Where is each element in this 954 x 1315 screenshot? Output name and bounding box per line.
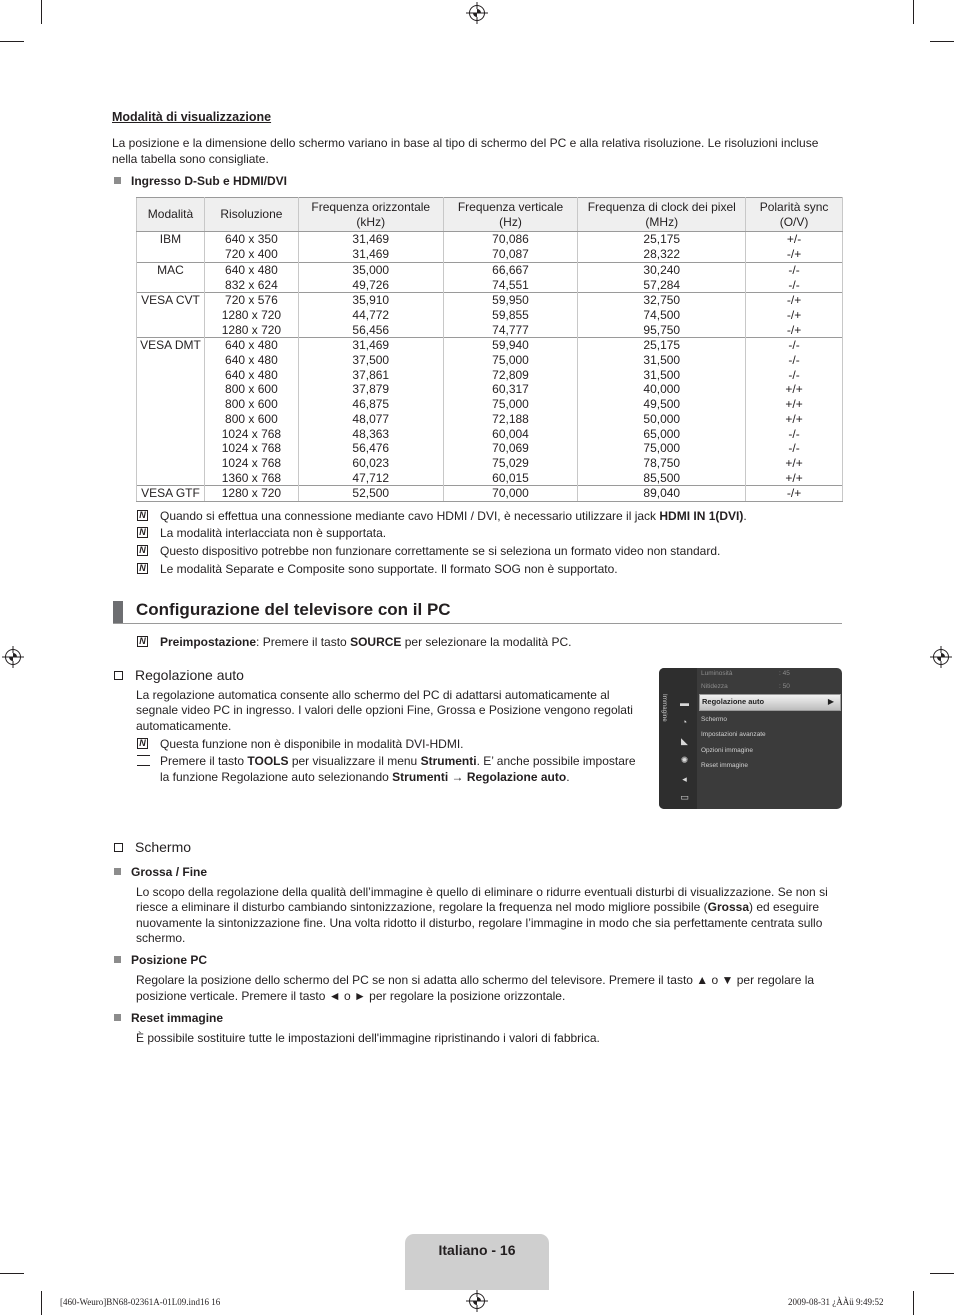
table-row xyxy=(137,293,843,308)
tv-menu-item[interactable]: Luminosità xyxy=(701,670,733,677)
table-cell: 32,750 xyxy=(578,293,746,308)
note-icon: N xyxy=(137,563,148,574)
auto-line: automaticamente. xyxy=(136,718,232,733)
table-cell: 49,726 xyxy=(298,278,443,293)
table-cell: 72,809 xyxy=(443,368,578,383)
preset-text: per selezionare la modalità PC. xyxy=(401,635,572,649)
note-icon: N xyxy=(137,510,148,521)
table-cell: 60,023 xyxy=(298,456,443,471)
table-cell: 60,004 xyxy=(443,427,578,442)
square-bullet-icon xyxy=(114,868,121,875)
reset-description: È possibile sostituire tutte le impostazioni dell'immagine ripristinando i valori di fabbrica. xyxy=(136,1031,600,1045)
modes-intro: La posizione e la dimensione dello schermo variano in base al tipo di schermo del PC e alla relativa risoluzione. Le risoluzioni incluse nella tabella sono consigliate. xyxy=(112,136,819,166)
screen-title: Schermo xyxy=(135,839,192,855)
mode-cell xyxy=(137,368,205,383)
crop-mark xyxy=(0,1273,24,1274)
tools-text: la funzione Regolazione auto selezionando xyxy=(160,770,393,784)
registration-mark-icon xyxy=(5,649,21,665)
mode-cell xyxy=(137,397,205,412)
table-cell: 70,000 xyxy=(443,486,578,502)
fine-line: nuovamente la sintonizzazione fine. Una volta ridotto il disturbo, regolare l’immagine in modo che sia perfettamente centrata sullo xyxy=(136,915,823,930)
note-icon: N xyxy=(137,527,148,538)
mode-cell xyxy=(137,412,205,427)
tv-menu-value: : 45 xyxy=(779,670,790,677)
table-row xyxy=(137,338,843,353)
tools-text: per visualizzare il menu xyxy=(288,754,421,768)
mode-cell xyxy=(137,427,205,442)
table-cell: -/- xyxy=(746,427,843,442)
table-cell: 832 x 624 xyxy=(204,278,298,293)
auto-title: Regolazione auto xyxy=(135,667,244,683)
print-slug-right: 2009-08-31 ¿ÀÀü 9:49:52 xyxy=(788,1297,884,1307)
table-cell: 28,322 xyxy=(578,247,746,262)
position-description xyxy=(136,973,846,1004)
table-row xyxy=(137,382,843,397)
page-number-tab xyxy=(405,1234,549,1290)
mode-cell xyxy=(137,441,205,456)
table-cell: 640 x 480 xyxy=(204,353,298,368)
table-header-cell: Frequenza orizzontale (kHz) xyxy=(298,198,443,232)
note-text: Questa funzione non è disponibile in modalità DVI-HDMI. xyxy=(160,737,464,751)
table-row xyxy=(137,397,843,412)
table-cell: 89,040 xyxy=(578,486,746,502)
table-cell: 37,500 xyxy=(298,353,443,368)
mode-cell: VESA GTF xyxy=(137,486,205,502)
table-cell: 74,777 xyxy=(443,323,578,338)
display-modes-table xyxy=(136,197,843,502)
table-cell: +/+ xyxy=(746,456,843,471)
tv-menu-screenshot xyxy=(659,668,842,809)
table-cell: -/+ xyxy=(746,247,843,262)
table-cell: 37,861 xyxy=(298,368,443,383)
table-row xyxy=(137,262,843,277)
table-cell: 31,500 xyxy=(578,368,746,383)
table-cell: +/+ xyxy=(746,382,843,397)
tv-menu-item[interactable]: Reset immagine xyxy=(701,762,748,769)
note-bold: HDMI IN 1(DVI) xyxy=(659,509,744,523)
tools-icon xyxy=(137,755,150,766)
table-cell: 85,500 xyxy=(578,471,746,486)
table-cell: +/+ xyxy=(746,397,843,412)
table-cell: +/+ xyxy=(746,471,843,486)
square-bullet-icon xyxy=(114,177,121,184)
crop-mark xyxy=(41,1291,42,1315)
reset-title: Reset immagine xyxy=(131,1011,224,1025)
mode-cell xyxy=(137,353,205,368)
table-cell: 800 x 600 xyxy=(204,382,298,397)
heading-rule xyxy=(113,623,842,624)
square-bullet-icon xyxy=(114,956,121,963)
crop-mark xyxy=(41,0,42,24)
note-text: Questo dispositivo potrebbe non funzionare correttamente se si seleziona un formato video non standard. xyxy=(160,544,721,558)
crop-mark xyxy=(930,1273,954,1274)
note-text: Quando si effettua una connessione mediante cavo HDMI / DVI, è necessario utilizzare il jack xyxy=(160,509,660,523)
tools-text: . E’ anche possibile impostare xyxy=(476,754,636,768)
fine-title: Grossa / Fine xyxy=(131,865,208,879)
table-cell: -/- xyxy=(746,353,843,368)
table-cell: 72,188 xyxy=(443,412,578,427)
tv-menu-selected-label: Regolazione auto xyxy=(702,697,765,706)
table-cell: 800 x 600 xyxy=(204,397,298,412)
table-row xyxy=(137,368,843,383)
config-title: Configurazione del televisore con il PC xyxy=(136,600,451,619)
print-slug-left: [460-Weuro]BN68-02361A-01L09.ind16 16 xyxy=(60,1297,221,1307)
table-cell: 75,000 xyxy=(443,353,578,368)
table-cell: 60,015 xyxy=(443,471,578,486)
preset-text: : Premere il tasto xyxy=(256,635,351,649)
heading-bar xyxy=(113,601,123,623)
table-cell: 47,712 xyxy=(298,471,443,486)
table-cell: 57,284 xyxy=(578,278,746,293)
mode-cell xyxy=(137,456,205,471)
table-cell: 800 x 600 xyxy=(204,412,298,427)
table-cell: 70,069 xyxy=(443,441,578,456)
auto-heading xyxy=(114,667,244,683)
table-cell: -/+ xyxy=(746,323,843,338)
note-text: Le modalità Separate e Composite sono supportate. Il formato SOG non è supportato. xyxy=(160,562,618,576)
tools-menu: Strumenti xyxy=(420,754,477,768)
table-cell: 720 x 400 xyxy=(204,247,298,262)
tools-key: TOOLS xyxy=(247,754,289,768)
table-cell: 59,950 xyxy=(443,293,578,308)
crop-mark xyxy=(0,41,24,42)
square-bullet-icon xyxy=(114,1014,121,1021)
table-cell: 25,175 xyxy=(578,232,746,247)
table-cell: 59,940 xyxy=(443,338,578,353)
reset-bullet xyxy=(114,1011,223,1025)
table-cell: 35,910 xyxy=(298,293,443,308)
table-row xyxy=(137,427,843,442)
table-cell: -/- xyxy=(746,441,843,456)
tools-text: Premere il tasto xyxy=(160,754,248,768)
fine-description xyxy=(136,885,846,946)
table-row xyxy=(137,323,843,338)
tv-menu-item[interactable]: Nitidezza xyxy=(701,683,728,690)
table-header-cell: Frequenza verticale (Hz) xyxy=(443,198,578,232)
registration-mark-icon xyxy=(933,649,949,665)
table-header-cell: Modalità xyxy=(137,198,205,232)
table-row xyxy=(137,412,843,427)
mode-cell xyxy=(137,382,205,397)
table-cell: +/- xyxy=(746,232,843,247)
table-cell: 74,551 xyxy=(443,278,578,293)
table-cell: 640 x 480 xyxy=(204,262,298,277)
setup-icon: ✺ xyxy=(680,755,689,765)
table-cell: 1024 x 768 xyxy=(204,441,298,456)
table-cell: 37,879 xyxy=(298,382,443,397)
table-cell: 70,086 xyxy=(443,232,578,247)
table-cell: 66,667 xyxy=(443,262,578,277)
fine-bold: Grossa xyxy=(707,900,749,915)
tv-menu-selected-item[interactable] xyxy=(699,694,841,711)
table-header-cell: Risoluzione xyxy=(204,198,298,232)
table-cell: -/- xyxy=(746,368,843,383)
table-cell: 49,500 xyxy=(578,397,746,412)
table-cell: 31,469 xyxy=(298,338,443,353)
mode-cell xyxy=(137,471,205,486)
mode-cell: MAC xyxy=(137,262,205,277)
tools-text: . xyxy=(566,770,570,784)
table-cell: -/- xyxy=(746,278,843,293)
tv-menu-item[interactable]: Opzioni immagine xyxy=(701,747,754,754)
table-cell: 40,000 xyxy=(578,382,746,397)
page-number: Italiano - 16 xyxy=(438,1242,516,1258)
tools-path: Strumenti → Regolazione auto xyxy=(392,770,567,784)
table-cell: 1360 x 768 xyxy=(204,471,298,486)
table-cell: 50,000 xyxy=(578,412,746,427)
table-cell: 46,875 xyxy=(298,397,443,412)
auto-description xyxy=(136,688,656,734)
fine-line: Lo scopo della regolazione della qualità dell’immagine è quello di eliminare o ridurre eventuali disturbi di visualizzazione. Se non si xyxy=(136,885,828,899)
input-bullet xyxy=(114,174,287,188)
position-bullet xyxy=(114,953,207,967)
mode-cell xyxy=(137,308,205,323)
table-header-cell: Polarità sync (O/V) xyxy=(746,198,843,232)
table-row xyxy=(137,456,843,471)
table-cell: -/- xyxy=(746,262,843,277)
crop-mark xyxy=(913,1291,914,1315)
preset-bold: Preimpostazione xyxy=(160,635,257,649)
table-cell: -/+ xyxy=(746,486,843,502)
table-cell: 60,317 xyxy=(443,382,578,397)
table-cell: 65,000 xyxy=(578,427,746,442)
note-text: La modalità interlacciata non è supportata. xyxy=(160,526,387,540)
table-cell: -/- xyxy=(746,338,843,353)
table-cell: 74,500 xyxy=(578,308,746,323)
crop-mark xyxy=(913,0,914,24)
table-cell: 31,469 xyxy=(298,232,443,247)
screen-heading xyxy=(114,839,191,855)
note-icon: N xyxy=(137,636,148,647)
registration-mark-icon xyxy=(469,1293,485,1309)
position-line: posizione verticale. Premere il tasto ◄ o ► per regolare la posizione orizzontale. xyxy=(136,988,566,1003)
table-cell: +/+ xyxy=(746,412,843,427)
crop-mark xyxy=(930,41,954,42)
table-cell: 30,240 xyxy=(578,262,746,277)
arrow-right-icon: ▶ xyxy=(827,697,834,706)
table-row xyxy=(137,247,843,262)
table-row xyxy=(137,353,843,368)
source-key: SOURCE xyxy=(350,635,402,649)
tv-menu-item[interactable]: Impostazioni avanzate xyxy=(701,731,766,738)
table-row xyxy=(137,471,843,486)
table-cell: 48,363 xyxy=(298,427,443,442)
fine-line: riesce a eliminare il disturbo cambiando sintonizzazione, regolare la frequenza nel modo migliore possibile ( xyxy=(136,900,708,915)
table-cell: 75,000 xyxy=(443,397,578,412)
modes-section-title: Modalità di visualizzazione xyxy=(112,110,272,124)
table-cell: 75,029 xyxy=(443,456,578,471)
picture-icon: ▬ xyxy=(680,698,689,708)
table-cell: 35,000 xyxy=(298,262,443,277)
table-cell: 1024 x 768 xyxy=(204,427,298,442)
table-cell: 52,500 xyxy=(298,486,443,502)
tv-menu-sidebar xyxy=(659,668,697,809)
fine-bullet xyxy=(114,865,207,879)
table-cell: 56,456 xyxy=(298,323,443,338)
table-cell: 1280 x 720 xyxy=(204,486,298,502)
table-cell: 44,772 xyxy=(298,308,443,323)
tv-menu-category: Immagine xyxy=(661,694,667,722)
table-row xyxy=(137,308,843,323)
table-cell: -/+ xyxy=(746,308,843,323)
fine-line: schermo. xyxy=(136,930,186,945)
mode-cell: IBM xyxy=(137,232,205,247)
table-cell: 1280 x 720 xyxy=(204,323,298,338)
table-cell: 78,750 xyxy=(578,456,746,471)
table-cell: 640 x 480 xyxy=(204,368,298,383)
table-cell: 1280 x 720 xyxy=(204,308,298,323)
table-cell: -/+ xyxy=(746,293,843,308)
note-icon: N xyxy=(137,545,148,556)
table-row xyxy=(137,486,843,502)
mode-cell xyxy=(137,247,205,262)
mode-cell xyxy=(137,278,205,293)
support-icon: ▭ xyxy=(680,792,689,802)
auto-line: La regolazione automatica consente allo schermo del PC di adattarsi automaticamente al xyxy=(136,688,610,702)
table-cell: 1024 x 768 xyxy=(204,456,298,471)
note-icon: N xyxy=(137,738,148,749)
mode-cell xyxy=(137,323,205,338)
position-title: Posizione PC xyxy=(131,953,208,967)
mode-cell: VESA DMT xyxy=(137,338,205,353)
table-cell: 70,087 xyxy=(443,247,578,262)
table-cell: 48,077 xyxy=(298,412,443,427)
table-cell: 640 x 480 xyxy=(204,338,298,353)
table-header-cell: Frequenza di clock dei pixel (MHz) xyxy=(578,198,746,232)
auto-line: segnale video PC in ingresso. I valori delle opzioni Fine, Grossa e Posizione vengono regolati xyxy=(136,703,633,718)
table-row xyxy=(137,441,843,456)
table-cell: 31,500 xyxy=(578,353,746,368)
table-cell: 56,476 xyxy=(298,441,443,456)
channel-icon: ◣ xyxy=(681,736,688,746)
fine-line: ) ed eseguire xyxy=(749,900,820,915)
table-cell: 640 x 350 xyxy=(204,232,298,247)
checkbox-bullet-icon xyxy=(114,671,123,680)
table-cell: 95,750 xyxy=(578,323,746,338)
input-label: Ingresso D-Sub e HDMI/DVI xyxy=(131,174,288,188)
table-cell: 59,855 xyxy=(443,308,578,323)
position-line: Regolare la posizione dello schermo del PC se non si adatta allo schermo del televisore. Premere il tasto ▲ o ▼ per regolare la xyxy=(136,973,815,987)
registration-mark-icon xyxy=(469,5,485,21)
input-icon: ◂ xyxy=(682,774,687,784)
tv-menu-item[interactable]: Schermo xyxy=(701,716,728,723)
note-text: . xyxy=(743,509,747,523)
table-cell: 25,175 xyxy=(578,338,746,353)
table-row xyxy=(137,232,843,247)
table-row xyxy=(137,278,843,293)
checkbox-bullet-icon xyxy=(114,843,123,852)
table-cell: 75,000 xyxy=(578,441,746,456)
table-header-row xyxy=(137,198,843,232)
sound-icon: ◔ xyxy=(681,717,688,727)
table-cell: 720 x 576 xyxy=(204,293,298,308)
mode-cell: VESA CVT xyxy=(137,293,205,308)
tv-menu-value: : 50 xyxy=(779,683,790,690)
table-cell: 31,469 xyxy=(298,247,443,262)
